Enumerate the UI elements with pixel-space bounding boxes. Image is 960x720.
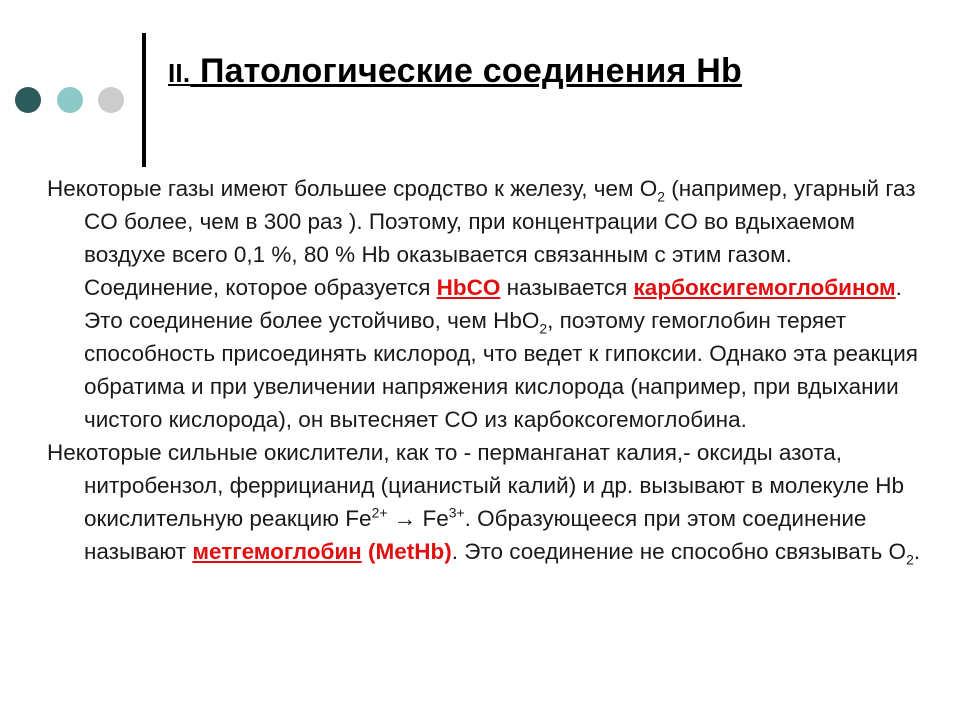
decor-dot-grey <box>98 87 124 113</box>
term-carboxyhemoglobin: карбоксигемоглобином <box>633 275 896 300</box>
term-hbco: HbCO <box>436 275 501 300</box>
decor-dot-light <box>57 87 83 113</box>
paragraph-oxidizers: Некоторые сильные окислители, как то - перманганат калия,- оксиды азота, нитробензол, феррицианид (цианистый калий) и др. вызывают в молекуле Hb окислительную реакцию $Fe^{2+} \to Fe^{3+}$. Образующееся при этом соединение называют метгемоглобин (MetHb). Это соединение не способно связывать $O_2$. <box>47 440 921 568</box>
title-divider <box>142 33 146 167</box>
term-methemoglobin: метгемоглобин <box>192 539 362 564</box>
slide-body <box>47 172 927 568</box>
term-methb-abbr: (MetHb) <box>368 539 452 564</box>
slide-title <box>168 52 742 91</box>
title-text: Патологические соединения Hb <box>199 52 742 90</box>
decor-dot-dark <box>15 87 41 113</box>
title-number: II. <box>168 58 191 88</box>
paragraph-co: Некоторые газы имеют большее сродство к железу, чем $O_2$ (например, угарный газ CO более, чем в 300 раз ). Поэтому, при концентрации CO во вдыхаемом воздухе всего 0,1 %, 80 % Hb оказывается связанным с этим газом. Соединение, которое образуется HbCO называется карбоксигемоглобином. Это соединение более устойчиво, чем HbO$_2$, поэтому гемоглобин теряет способность присоединять кислород, что ведет к гипоксии. Однако эта реакция обратима и при увеличении напряжения кислорода (например, при вдыхании чистого кислорода), он вытесняет CO из карбоксогемоглобина. <box>47 176 918 432</box>
